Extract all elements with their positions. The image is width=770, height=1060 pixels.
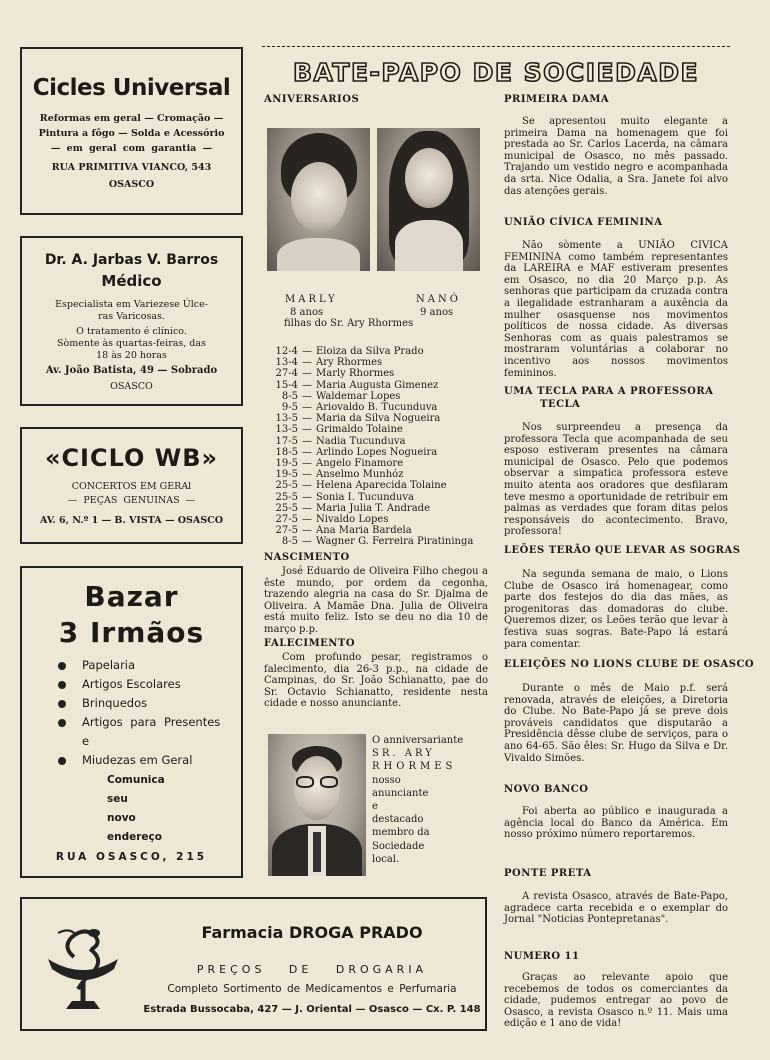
caption-line: SR. ARY (372, 748, 435, 760)
bullet-icon (58, 757, 66, 765)
ad-subtitle: 3 Irmãos (58, 616, 205, 649)
section-heading: FALECIMENTO (264, 638, 356, 649)
article-text: José Eduardo de Oliveira Filho chegou a êste mundo, por ordem da cegonha, trazendo alegria na casa do Sr. Djalma de Oliveira. A Mamãe Dna. Julia de Oliveira está muito feliz. Isto se deu no dia 10 de março p.p. (264, 566, 488, 635)
photo-marly (267, 128, 370, 271)
section-heading: UMA TECLA PARA A PROFESSORA (504, 386, 714, 397)
photo-caption: filhas do Sr. Ary Rhormes (284, 318, 414, 329)
ad-address: RUA OSASCO, 215 (55, 851, 208, 863)
child-age: 9 anos (420, 307, 454, 318)
caption-line: Sociedade (372, 840, 425, 852)
section-heading: LEÕES TERÃO QUE LEVAR AS SOGRAS (504, 545, 741, 556)
ad-line: ras Varicosas. (98, 311, 165, 322)
list-item: 8-5 — Waldemar Lopes (281, 390, 401, 402)
ad-city: OSASCO (108, 179, 155, 190)
list-item: 27-4 — Marly Rhormes (275, 368, 395, 380)
ad-city: OSASCO (110, 381, 153, 392)
bullet-icon (58, 719, 66, 727)
caption-line: anunciante (372, 787, 429, 799)
ad-line: Reformas em geral — Cromação — (39, 113, 224, 124)
ad-line: O tratamento é clínico. (76, 326, 187, 337)
article-text: Se apresentou muito elegante a primeira Dama na homenagem que foi prestada ao Sr. Carlos Lacerda, na câmara municipal de Osasco, no mês passado. Trajando um vestido negro e acompanhada da srta. Nice Odalia, a Sra. Janete foi alvo das atenções gerais. (504, 116, 728, 197)
ad-line: Pintura a fôgo — Solda e Acessório (38, 128, 225, 139)
article-text: Com profundo pesar, registramos o falecimento, dia 26-3 p.p., na cidade de Campinas, do Sr. João Schianatto, pae do Sr. Octavio Schianatto, residente nesta cidade e nosso anunciante. (264, 652, 488, 710)
caption-line: destacado (372, 814, 424, 826)
list-item: Artigos para Presentes (58, 713, 238, 732)
caption-line: O anniversariante (372, 735, 464, 746)
list-item: Artigos Escolares (58, 675, 238, 694)
ad-farmacia-droga-prado (20, 897, 487, 1031)
list-item: 27-5 — Nivaldo Lopes (275, 514, 389, 526)
section-heading: NUMERO 11 (504, 951, 580, 962)
section-heading: NASCIMENTO (264, 552, 350, 563)
section-heading: PONTE PRETA (504, 868, 592, 879)
ad-line: 18 às 20 horas (96, 350, 167, 361)
pharmacy-bowl-snake-icon (44, 919, 122, 1019)
article-text: Graças ao relevante apoio que recebemos de todos os comerciantes da cidade, pudemos entregar ao povo de Osasco, a revista Osasco n.º 11. Mais uma edição e 1 ano de vida! (504, 972, 728, 1030)
article-text: Na segunda semana de maio, o Lions Clube de Osasco irá homenagear, como parte dos festejos do dia das mães, as progenitoras das domadoras do clube. Queremos dizer, os Leões terão que levar à festiva suas sogras. Bate-Papo lá estará para comentar. (504, 569, 728, 650)
article-text: Foi aberta ao público e inaugurada a agência local do Banco da América. Em nosso próximo número reportaremos. (504, 806, 728, 841)
section-heading: UNIÃO CÍVICA FEMININA (504, 217, 663, 228)
list-item: 13-5 — Grimaldo Tolaine (275, 424, 403, 436)
list-item: 25-5 — Helena Aparecida Tolaine (275, 480, 447, 492)
caption-line: nosso (372, 774, 401, 786)
list-item: 12-4 — Eloiza da Silva Prado (275, 346, 424, 357)
child-name: MARLY (285, 294, 338, 305)
photo-ary-rhormes (268, 734, 366, 876)
ad-bazar (20, 566, 243, 878)
ad-line: Completo Sortimento de Medicamentos e Perfumaria (167, 983, 457, 995)
list-item: 27-5 — Ana Maria Bardela (275, 525, 412, 537)
anniversary-list (272, 346, 492, 548)
child-name: NANÓ (416, 294, 461, 305)
ad-address: RUA PRIMITIVA VIANCO, 543 (51, 162, 212, 173)
ad-address: Av. João Batista, 49 — Sobrado (45, 365, 218, 376)
ad-notice: Comunica (107, 774, 165, 786)
ad-cicles-universal (20, 47, 243, 215)
section-heading: TECLA (540, 399, 581, 410)
ad-notice: endereço (107, 831, 162, 843)
list-item: Brinquedos (58, 694, 238, 713)
article-text: Durante o mês de Maio p.f. será renovada, através de eleições, a Diretoria do Clube. No Bate-Papo já se preve dois prováveis candidatos que disputarão a Presidência dêsse clube de serviços, para o ano 64-65. São êles: Sr. Hugo da Silva e Dr. Vivaldo Simões. (504, 683, 728, 764)
bazar-item-list (58, 656, 238, 770)
child-age: 8 anos (290, 307, 324, 318)
list-item: 19-5 — Anselmo Munhóz (275, 469, 404, 481)
ad-line: CONCERTOS EM GERAl (71, 481, 192, 492)
ad-subtitle: Médico (101, 272, 162, 290)
ad-title: Bazar (84, 580, 179, 613)
ad-ciclo-wb (20, 427, 243, 544)
ad-address: AV. 6, N.º 1 — B. VISTA — OSASCO (40, 515, 223, 526)
section-heading: ELEIÇÕES NO LIONS CLUBE DE OSASCO (504, 659, 755, 670)
article-text: A revista Osasco, através de Bate-Papo, agradece carta recebida e o exemplar do Jornal "Noticias Pontepretanas". (504, 891, 728, 926)
list-item: 19-5 — Angelo Finamore (275, 458, 404, 470)
list-item: 8-5 — Wagner G. Ferreira Piratininga (281, 536, 474, 548)
list-item: 17-5 — Nadia Tucunduva (275, 435, 406, 447)
photo-nano (377, 128, 480, 271)
list-item: 15-4 — Maria Augusta Gimenez (275, 379, 439, 391)
ad-dr-jarbas (20, 236, 243, 406)
bullet-icon (58, 662, 66, 670)
list-item: Miudezas em Geral (58, 751, 238, 770)
page-title: BATE-PAPO DE SOCIEDADE (292, 58, 700, 87)
article-text: Não sòmente a UNIÃO CIVICA FEMININA como também representantes da LAREIRA e MAF estiveram presentes em Osasco, no dia 20 Março p.p. As senhoras que participam da cruzada contra a ilegalidade estranharam a auxência da mulher osasquense nos movimentos políticos de nossa cidade. As diversas Senhoras com as quais palestramos se mostraram voluntárias a colaborar no incentivo aos nossos movimentos femininos. (504, 240, 728, 379)
portrait-caption (372, 734, 463, 866)
section-heading: NOVO BANCO (504, 784, 589, 795)
ad-address: Estrada Bussocaba, 427 — J. Oriental — Osasco — Cx. P. 148 (143, 1004, 481, 1015)
list-item: 13-5 — Maria da Silva Nogueira (275, 413, 441, 425)
ad-notice: novo (107, 812, 136, 824)
ad-line: Especialista em Variezese Úlce- (55, 299, 208, 310)
ad-title: Farmacia DROGA PRADO (201, 923, 423, 942)
ad-notice: seu (107, 793, 128, 805)
header-rule (262, 46, 730, 47)
section-heading: ANIVERSARIOS (264, 94, 360, 105)
bullet-icon (58, 681, 66, 689)
list-item: 9-5 — Ariovaldo B. Tucunduva (281, 402, 438, 414)
ad-title: Dr. A. Jarbas V. Barros (44, 252, 219, 268)
list-item: 13-4 — Ary Rhormes (275, 357, 383, 369)
caption-line: membro da (372, 827, 430, 839)
list-item: 25-5 — Maria Julia T. Andrade (275, 502, 430, 514)
caption-line: e (372, 801, 378, 813)
ad-title: «CICLO WB» (44, 444, 219, 472)
ad-line: — PEÇAS GENUINAS — (67, 495, 196, 506)
list-item: 18-5 — Arlindo Lopes Nogueira (275, 446, 438, 458)
article-text: Nos surpreendeu a presença da professora Tecla que acompanhada de seu esposo estiveram presentes na câmara municipal de Osasco. Pelo que podemos observar a simpatica professora esteve muito atenta aos oradores que desfilaram teve mesmo a oportunidade de retribuir em palmas as verdades que foram ditas pelos responsáveis do acontecimento. Bravo, professora! (504, 422, 728, 538)
caption-line: RHORMES (372, 761, 457, 773)
list-item: Papelaria (58, 656, 238, 675)
section-heading: PRIMEIRA DAMA (504, 94, 610, 105)
ad-title: Cicles Universal (32, 75, 231, 101)
list-item: 25-5 — Sonia I. Tucunduva (275, 491, 415, 503)
ad-line: — em geral com garantia — (50, 143, 213, 154)
bullet-icon (58, 700, 66, 708)
ad-line: PREÇOS DE DROGARIA (196, 963, 428, 976)
ad-line: Sòmente às quartas-feiras, das (57, 338, 206, 349)
caption-line: local. (372, 853, 400, 865)
list-item: e (82, 734, 90, 748)
